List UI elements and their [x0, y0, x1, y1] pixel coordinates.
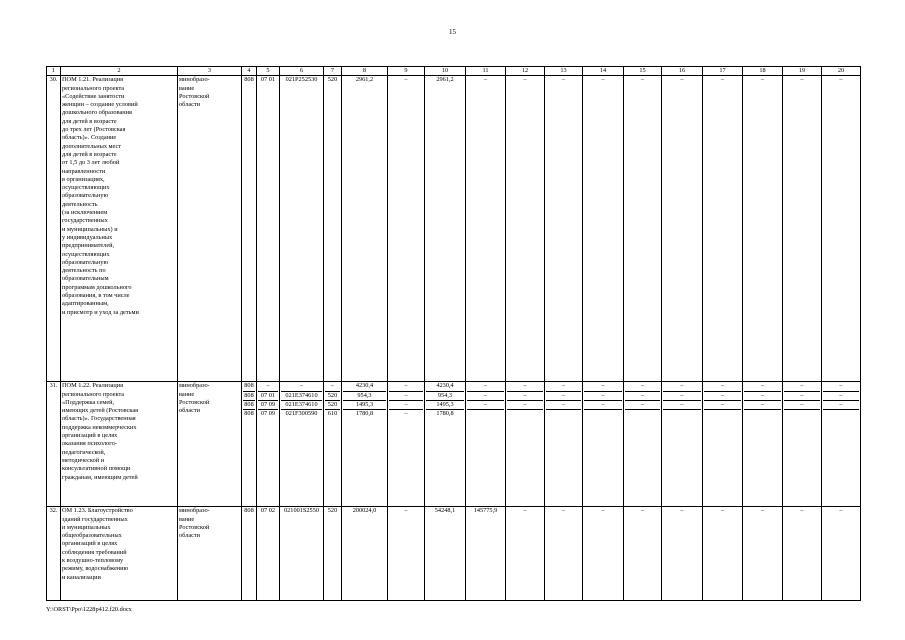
measure-description-line: методической и — [62, 456, 105, 464]
measure-description-line: ОМ 1.23. Благоустройство — [62, 507, 133, 515]
cell-col-15-line — [625, 410, 660, 418]
column-header-6: 6 — [280, 67, 324, 76]
cell-col-9 — [388, 507, 425, 601]
cell-col-10-line: 4230,4 — [426, 382, 464, 391]
measure-description-line: образования, в том числе — [62, 292, 130, 300]
cell-col-19-line: – — [800, 507, 804, 515]
cell-col-12 — [506, 382, 545, 507]
measure-description-line: консультативной помощи — [62, 465, 131, 473]
measure-description-line: у индивидуальных — [62, 233, 113, 241]
cell-col-16 — [662, 76, 703, 382]
measure-description-line: поддержка некоммерческих — [62, 423, 137, 431]
cell-col-19-line: – — [784, 392, 820, 401]
cell-col-4-line: 808 — [243, 392, 255, 401]
measure-description-line: ПОМ 1.22. Реализация — [62, 382, 124, 390]
measure-description — [61, 76, 178, 382]
cell-col-4 — [242, 76, 257, 382]
cell-col-7 — [324, 76, 342, 382]
column-header-19: 19 — [783, 67, 822, 76]
measure-description-line: и присмотр и уход за детьми — [62, 308, 139, 316]
cell-col-15 — [624, 507, 662, 601]
cell-col-15-line: – — [640, 76, 645, 84]
cell-col-10 — [425, 382, 466, 507]
cell-col-7 — [324, 507, 342, 601]
measure-description-line: осуществляющих — [62, 184, 110, 192]
measure-description-line: до трех лет (Ростовская — [62, 126, 126, 134]
cell-col-14-line — [584, 410, 622, 418]
column-header-5: 5 — [257, 67, 280, 76]
column-header-14: 14 — [583, 67, 624, 76]
cell-col-11 — [466, 76, 506, 382]
measure-description-line: образовательную — [62, 192, 109, 200]
executor-cell-line: вание — [179, 84, 195, 92]
cell-col-5 — [257, 382, 280, 507]
executor-cell-line: области — [179, 101, 201, 109]
cell-col-14-line: – — [601, 507, 605, 515]
cell-col-9-line: – — [404, 76, 408, 84]
measure-description-line: для детей в возрасте — [62, 117, 117, 125]
cell-col-9-line: – — [389, 401, 423, 410]
measure-description-line: имеющих детей (Ростовская — [62, 407, 139, 415]
cell-col-14-line: – — [584, 392, 622, 401]
cell-col-10 — [425, 507, 466, 601]
executor-cell-line: Ростовской — [179, 523, 210, 531]
column-header-18: 18 — [743, 67, 783, 76]
measure-description-line: государственных — [62, 217, 108, 225]
measure-description-line: деятельность — [62, 200, 98, 208]
measure-description-line: от 1,5 до 3 лет любой — [62, 159, 120, 167]
cell-col-6 — [280, 76, 324, 382]
cell-col-12-line: – — [507, 382, 543, 391]
cell-col-9 — [388, 382, 425, 507]
cell-col-7-line: 520 — [327, 76, 338, 84]
cell-col-18-line — [744, 410, 781, 418]
cell-col-19 — [783, 507, 822, 601]
budget-table — [46, 66, 861, 601]
cell-col-15-line: – — [640, 507, 645, 515]
measure-description-line: педагогической, — [62, 448, 106, 456]
cell-col-8-line: 2961,2 — [355, 76, 374, 84]
cell-col-12-line: – — [523, 507, 527, 515]
cell-col-6-line: 021E374610 — [281, 401, 322, 410]
measure-description-line: программам дошкольного — [62, 283, 132, 291]
column-header-15: 15 — [624, 67, 662, 76]
measure-description-line: область)». Создание — [62, 134, 117, 142]
measure-description-line: ПОМ 1.21. Реализация — [62, 76, 124, 84]
cell-col-10-line: 54248,1 — [434, 507, 456, 515]
cell-col-9-line: – — [389, 392, 423, 401]
cell-col-13-line: – — [561, 507, 566, 515]
cell-col-5-line: 07 01 — [260, 76, 276, 84]
cell-col-13-line: – — [546, 401, 581, 410]
cell-col-7-line: 610 — [327, 410, 338, 418]
cell-col-18-line: – — [744, 401, 781, 410]
measure-description-line: предпринимателей, — [62, 242, 115, 250]
cell-col-5-line: 07 09 — [258, 401, 278, 410]
cell-col-8-line: 1780,8 — [355, 410, 374, 418]
cell-col-8-line: 954,3 — [343, 392, 386, 401]
executor-cell — [178, 76, 242, 382]
cell-col-12-line: – — [507, 392, 543, 401]
cell-col-13 — [545, 382, 583, 507]
cell-col-10-line: 2961,2 — [436, 76, 454, 84]
cell-col-19-line: – — [784, 401, 820, 410]
cell-col-8-line: 1495,3 — [343, 401, 386, 410]
cell-col-17 — [703, 382, 743, 507]
cell-col-11-line: – — [467, 401, 504, 410]
column-header-20: 20 — [822, 67, 861, 76]
cell-col-14 — [583, 382, 624, 507]
table-row — [47, 382, 861, 507]
measure-description-line: гражданам, имеющим детей — [62, 473, 138, 481]
cell-col-4-line: 808 — [244, 507, 254, 515]
cell-col-13-line: – — [546, 382, 581, 391]
measure-description-line: «Содействие занятости — [62, 92, 125, 100]
cell-col-17 — [703, 76, 743, 382]
measure-description-line: зданий государственных — [62, 515, 128, 523]
cell-col-20-line: – — [823, 382, 859, 391]
cell-col-8 — [342, 76, 388, 382]
cell-col-16 — [662, 382, 703, 507]
cell-col-12-line: – — [523, 76, 527, 84]
cell-col-16 — [662, 507, 703, 601]
cell-col-14-line: – — [584, 382, 622, 391]
cell-col-17-line: – — [720, 507, 725, 515]
cell-col-18-line: – — [760, 76, 765, 84]
measure-description-line: (за исключением — [62, 209, 108, 217]
cell-col-9-line: – — [389, 382, 423, 391]
cell-col-17-line — [704, 410, 741, 418]
measure-description-line: «Поддержка семей, — [62, 398, 115, 406]
cell-col-7-line: 520 — [327, 507, 338, 515]
cell-col-17-line: – — [704, 401, 741, 410]
cell-col-13 — [545, 76, 583, 382]
cell-col-10 — [425, 76, 466, 382]
cell-col-11-line: 145775,9 — [473, 507, 498, 515]
header-row — [47, 67, 861, 76]
column-header-10: 10 — [425, 67, 466, 76]
executor-cell-line: минобразо- — [179, 76, 210, 84]
measure-description-line: регионального проекта — [62, 390, 125, 398]
cell-col-11-line: – — [467, 392, 504, 401]
cell-col-20-line: – — [839, 507, 843, 515]
column-header-1: 1 — [47, 67, 61, 76]
cell-col-10-line: 954,3 — [426, 392, 464, 401]
column-header-4: 4 — [242, 67, 257, 76]
cell-col-19-line — [784, 410, 820, 418]
column-header-7: 7 — [324, 67, 342, 76]
executor-cell-line: области — [179, 532, 201, 540]
cell-col-6 — [280, 507, 324, 601]
cell-col-11-line: – — [467, 382, 504, 391]
table-body — [47, 67, 861, 601]
measure-description-line: регионального проекта — [62, 84, 125, 92]
cell-col-10-line: 1780,8 — [436, 410, 454, 418]
column-header-16: 16 — [662, 67, 703, 76]
cell-col-8 — [342, 382, 388, 507]
column-header-13: 13 — [545, 67, 583, 76]
cell-col-16-line — [663, 410, 701, 418]
cell-col-6 — [280, 382, 324, 507]
cell-col-12-line — [507, 410, 543, 418]
measure-description-line: дополнительных мест — [62, 142, 122, 150]
cell-col-4-line: 808 — [244, 76, 254, 84]
cell-col-19-line: – — [800, 76, 804, 84]
cell-col-5-line: 07 02 — [260, 507, 276, 515]
cell-col-15 — [624, 76, 662, 382]
column-header-11: 11 — [466, 67, 506, 76]
cell-col-20-line: – — [839, 76, 843, 84]
cell-col-15-line: – — [625, 382, 660, 391]
cell-col-4-line: 808 — [243, 401, 255, 410]
measure-description-line: и муниципальных) и — [62, 225, 118, 233]
cell-col-6-line: 021F300590 — [285, 410, 318, 418]
measure-description-line: режиму, водоснабжению — [62, 565, 129, 573]
cell-col-5-line: 07 09 — [260, 410, 276, 418]
executor-cell — [178, 382, 242, 507]
cell-col-13-line — [546, 410, 581, 418]
column-header-9: 9 — [388, 67, 425, 76]
cell-col-13-line: – — [546, 392, 581, 401]
executor-cell-line: Ростовской — [179, 92, 210, 100]
executor-cell-line: Ростовской — [179, 398, 210, 406]
measure-description — [61, 382, 178, 507]
measure-description — [61, 507, 178, 601]
cell-col-18 — [743, 382, 783, 507]
cell-col-5-line: – — [258, 382, 278, 391]
measure-description-line: дошкольного образования — [62, 109, 132, 117]
cell-col-4 — [242, 382, 257, 507]
measure-description-line: деятельность по — [62, 267, 106, 275]
cell-col-16-line: – — [680, 76, 684, 84]
cell-col-16-line: – — [663, 401, 701, 410]
cell-col-4 — [242, 507, 257, 601]
cell-col-8-line: 200024,0 — [352, 507, 377, 515]
row-number: 30. — [47, 76, 61, 382]
cell-col-4-line: 808 — [244, 410, 254, 418]
measure-description-line: в организациях, — [62, 175, 105, 183]
column-header-2: 2 — [61, 67, 178, 76]
measure-description-line: направленности — [62, 167, 106, 175]
cell-col-17-line: – — [704, 382, 741, 391]
cell-col-9-line: – — [404, 507, 408, 515]
measure-description-line: общеобразовательных — [62, 532, 122, 540]
cell-col-7 — [324, 382, 342, 507]
measure-description-line: к воздушно-тепловому — [62, 557, 124, 565]
cell-col-5-line: 07 01 — [258, 392, 278, 401]
cell-col-10-line: 1495,3 — [426, 401, 464, 410]
cell-col-18-line: – — [744, 382, 781, 391]
cell-col-16-line: – — [663, 392, 701, 401]
cell-col-20 — [822, 382, 861, 507]
column-header-17: 17 — [703, 67, 743, 76]
cell-col-9 — [388, 76, 425, 382]
measure-description-line: оказания психолого- — [62, 440, 117, 448]
column-header-8: 8 — [342, 67, 388, 76]
row-number: 31. — [47, 382, 61, 507]
cell-col-19 — [783, 76, 822, 382]
cell-col-18-line: – — [760, 507, 765, 515]
cell-col-7-line: 520 — [325, 401, 340, 410]
measure-description-line: организаций в целях — [62, 540, 118, 548]
cell-col-11 — [466, 507, 506, 601]
measure-description-line: и канализации — [62, 573, 101, 581]
cell-col-14-line: – — [584, 401, 622, 410]
cell-col-13 — [545, 507, 583, 601]
cell-col-4-line: 808 — [243, 382, 255, 391]
cell-col-17-line: – — [704, 392, 741, 401]
measure-description-line: и муниципальных — [62, 523, 111, 531]
measure-description-line: образовательным — [62, 275, 109, 283]
cell-col-15-line: – — [625, 392, 660, 401]
table-row — [47, 76, 861, 382]
cell-col-18-line: – — [744, 392, 781, 401]
page-number: 15 — [449, 28, 456, 36]
measure-description-line: соблюдения требований — [62, 548, 127, 556]
cell-col-6-line: 021E374610 — [281, 392, 322, 401]
cell-col-19 — [783, 382, 822, 507]
cell-col-9-line: – — [404, 410, 408, 418]
cell-col-15-line: – — [625, 401, 660, 410]
cell-col-11-line — [467, 410, 504, 418]
footer-file-path: Y:\ORST\Ppo\1228p412.f20.docx — [46, 606, 132, 613]
cell-col-12 — [506, 76, 545, 382]
cell-col-16-line: – — [680, 507, 684, 515]
cell-col-12-line: – — [507, 401, 543, 410]
cell-col-6-line: 021001S2550 — [284, 507, 319, 515]
column-header-12: 12 — [506, 67, 545, 76]
cell-col-5 — [257, 507, 280, 601]
cell-col-5 — [257, 76, 280, 382]
cell-col-6-line: 021P252530 — [285, 76, 318, 84]
row-number: 32. — [47, 507, 61, 601]
cell-col-20 — [822, 507, 861, 601]
cell-col-8 — [342, 507, 388, 601]
measure-description-line: осуществляющих — [62, 250, 110, 258]
cell-col-20-line: – — [823, 401, 859, 410]
cell-col-14 — [583, 76, 624, 382]
cell-col-7-line: 520 — [325, 392, 340, 401]
cell-col-14-line: – — [601, 76, 605, 84]
cell-col-12 — [506, 507, 545, 601]
executor-cell-line: минобразо- — [179, 382, 210, 390]
column-header-3: 3 — [178, 67, 242, 76]
cell-col-19-line: – — [784, 382, 820, 391]
executor-cell-line: вание — [179, 515, 195, 523]
cell-col-11 — [466, 382, 506, 507]
measure-description-line: организаций в целях — [62, 432, 118, 440]
executor-cell — [178, 507, 242, 601]
measure-description-line: область)». Государственная — [62, 415, 136, 423]
cell-col-7-line: – — [325, 382, 340, 391]
cell-col-8-line: 4230,4 — [343, 382, 386, 391]
measure-description-line: адаптированным, — [62, 300, 109, 308]
cell-col-11-line: – — [483, 76, 488, 84]
executor-cell-line: минобразо- — [179, 507, 210, 515]
cell-col-18 — [743, 76, 783, 382]
measure-description-line: для детей в возрасте — [62, 150, 117, 158]
cell-col-17-line: – — [720, 76, 725, 84]
executor-cell-line: вание — [179, 390, 195, 398]
cell-col-15 — [624, 382, 662, 507]
cell-col-17 — [703, 507, 743, 601]
executor-cell-line: области — [179, 407, 201, 415]
cell-col-18 — [743, 507, 783, 601]
measure-description-line: образовательную — [62, 258, 109, 266]
cell-col-16-line: – — [663, 382, 701, 391]
cell-col-6-line: – — [281, 382, 322, 391]
table-row — [47, 507, 861, 601]
cell-col-20 — [822, 76, 861, 382]
cell-col-13-line: – — [561, 76, 566, 84]
cell-col-20-line: – — [823, 392, 859, 401]
measure-description-line: женщин – создание условий — [62, 101, 138, 109]
cell-col-20-line — [823, 410, 859, 418]
cell-col-14 — [583, 507, 624, 601]
